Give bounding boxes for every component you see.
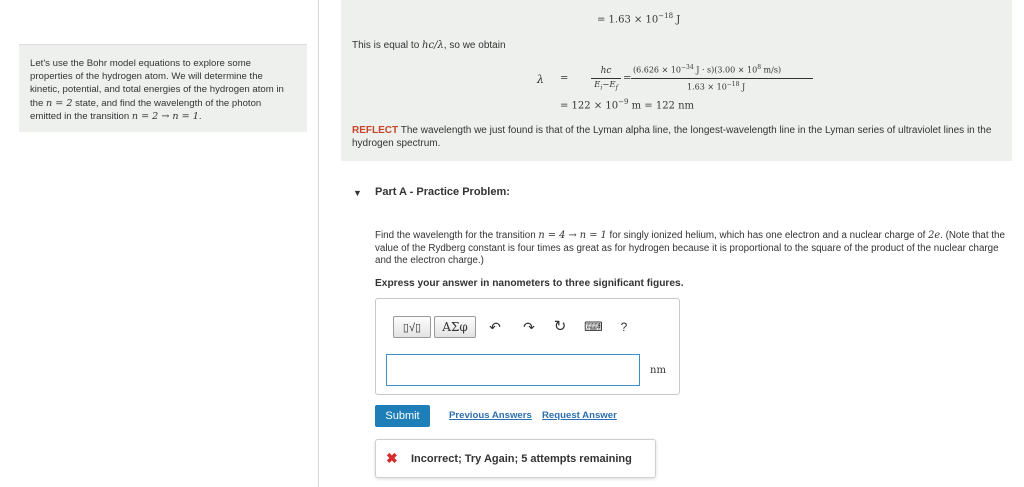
greek-symbols-button[interactable]: ΑΣφ xyxy=(434,316,476,338)
intro-math: n = 2 → n = 1 xyxy=(131,110,199,122)
lambda-symbol: λ xyxy=(537,73,544,86)
fraction1-denominator: $E_i-E_f$ xyxy=(594,80,618,92)
intro-text: . xyxy=(198,110,202,122)
reset-icon[interactable]: ↻ xyxy=(553,318,567,335)
previous-answers-link[interactable]: Previous Answers xyxy=(449,410,532,421)
wavelength-result: = $122 \times 10^{-9}$ m = 122 nm xyxy=(560,98,695,112)
fraction1-bar xyxy=(591,78,621,79)
solution-panel xyxy=(341,0,1012,161)
fraction1-numerator: hc xyxy=(600,66,612,76)
intro-text: Let's use the Bohr model equations to explore some properties of the hydrogen atom. We will determine the kinetic, potential, and total energies of the hydrogen atom in the xyxy=(30,58,284,109)
request-answer-link[interactable]: Request Answer xyxy=(542,410,617,421)
intro-panel xyxy=(19,44,307,132)
answer-input[interactable] xyxy=(386,354,640,386)
column-divider xyxy=(318,0,319,487)
fraction2-denominator: $1.63 \times 10^{-18}$ J xyxy=(687,81,746,92)
help-icon[interactable]: ? xyxy=(620,320,628,334)
answer-editor xyxy=(375,298,680,395)
reflect-text: The wavelength we just found is that of the Lyman alpha line, the longest-wavelength line in the Lyman series of ultraviolet lines in the hydrogen spectrum. xyxy=(352,125,992,149)
problem-statement: Find the wavelength for the transition n = 4 → n = 1 for singly ionized helium, which has one electron and a nuclear charge of 2e. (Note that the value of the Rydberg constant is four times as great as for hydrogen because it is proportional to the square of the product of the nuclear charge and the electron charge.) xyxy=(375,230,1005,267)
templates-button[interactable]: ▯√▯ xyxy=(393,316,431,338)
reflect-note xyxy=(352,124,992,150)
reflect-label: REFLECT xyxy=(352,125,399,136)
equals-sign: = xyxy=(623,73,632,84)
feedback-text: Incorrect; Try Again; 5 attempts remaining xyxy=(411,453,632,465)
fraction2-bar xyxy=(631,78,813,79)
submit-button[interactable]: Submit xyxy=(375,405,430,427)
intro-text: state, and find the wavelength of the photon emitted in the transition xyxy=(30,97,262,122)
undo-icon[interactable]: ↶ xyxy=(489,319,501,335)
equal-text: This is equal to hc/λ, so we obtain xyxy=(352,40,506,51)
keyboard-icon[interactable]: ⌨ xyxy=(584,319,603,334)
feedback-message xyxy=(375,439,656,478)
intro-math: n = 2 xyxy=(46,97,73,109)
answer-unit: nm xyxy=(650,365,666,376)
collapse-triangle-icon[interactable]: ▼ xyxy=(353,188,362,198)
energy-equation: = $1.63 \times 10^{-18}$ J xyxy=(597,12,681,26)
fraction2-numerator: ($6.626 \times 10^{-34}$ $J \cdot s)(3.00 \times 10^8$ m/s) xyxy=(633,64,782,75)
part-title[interactable]: Part A - Practice Problem: xyxy=(375,186,510,198)
incorrect-icon: ✖ xyxy=(386,450,398,466)
redo-icon[interactable]: ↷ xyxy=(523,319,535,335)
equals-sign: = xyxy=(560,73,569,84)
answer-instruction: Express your answer in nanometers to three significant figures. xyxy=(375,278,684,289)
